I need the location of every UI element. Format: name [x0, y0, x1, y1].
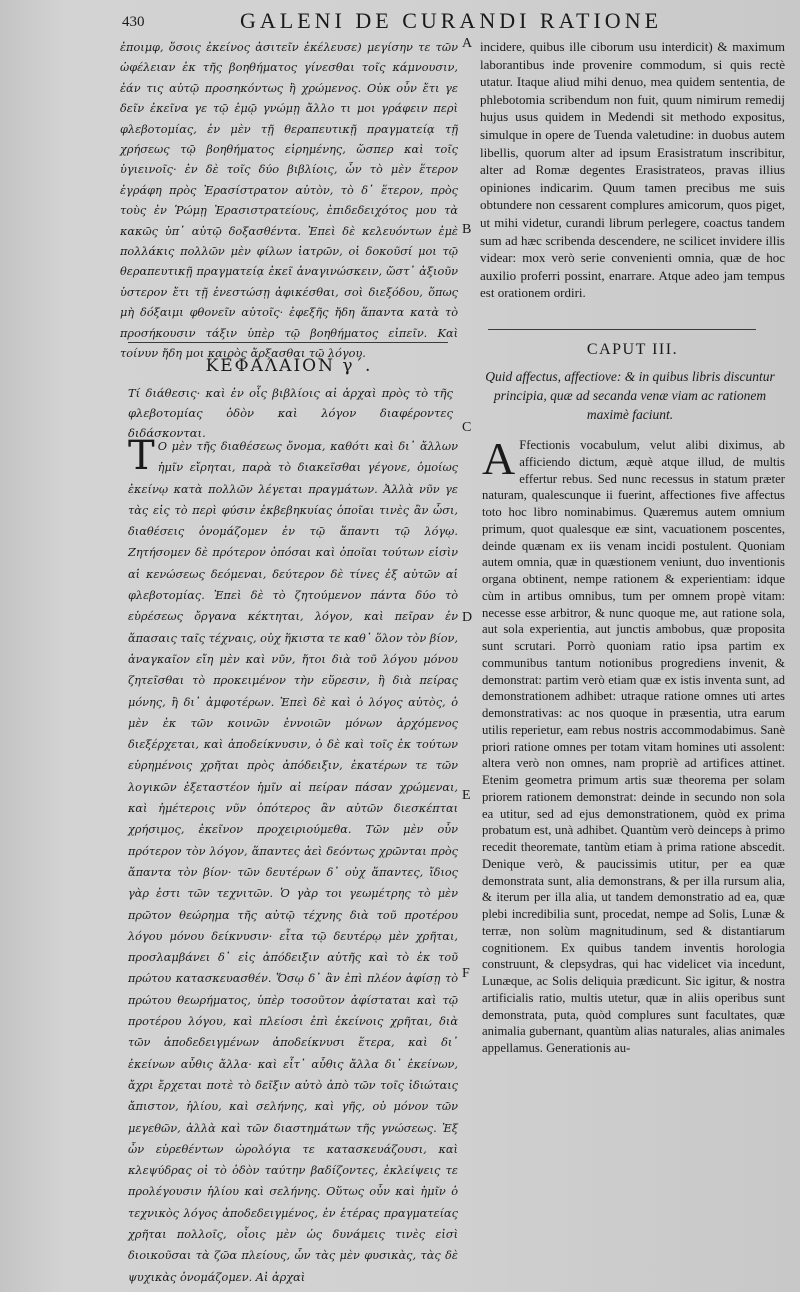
latin-top-text: incidere, quibus ille ciborum usu interdicit) & maximum laborantibus inde provenire commodum, si quis rectè utatur. Itaque aliud mihi denuo, mea quidem sententia, de phlebotomia scribendum non fuit, quum nimirum remedij hujus usus quidem in Medendi sit methodo expositus, simulque in opere de Tuenda valetudine: in duobus autem libellis, quorum alter ad ipsum Erasistratum inscribitur, alter ad Romæ degentes Erasistrateos, pravas illius opiniones indicarim. Quum tamen precibus me suis obtundere non cessarent complures amicorum, quos piget, ut mihi videtur, curandi librum perlegere, coactus tandem sum ad hæc scribenda descendere, ne scilicet invidere illis videar: mox verò serie convenienti omnia, quæ de hoc auxilio proferri possint, enarrare. Atque adeo jam tempus est orationem ordiri.: [480, 39, 785, 301]
page-number: 430: [122, 14, 145, 30]
greek-chapter-summary: Τί διάθεσις· καὶ ἐν οἷς βιβλίοις αἱ ἀρχαὶ πρὸς τὸ τῆς φλεβοτομίας ὁδὸν καὶ λόγον διαφέροντες διδάσκονται.: [128, 386, 453, 440]
greek-dropcap: Τ: [128, 433, 155, 479]
latin-top-block: [480, 38, 785, 338]
latin-chapter-heading: CAPUT III.: [586, 341, 679, 358]
latin-body-text: Ffectionis vocabulum, velut alibi diximus, ab afficiendo dictum, æquè atque illud, de multis effertur rebus. Sed nunc recessus in statum præter naturam, qualescunque ii fuerint, affectiones five affectus toto hoc libro nominabimus. Quæremus autem omnium primum, quot qualesque eæ sint, vacuationem poscentes, deinde quænam ex iis venam incidi postulent. Quoniam autem omnia, quæ in quæstionem veniunt, duo inventionis organa obtinent, nempe rationem & experientiam: idque cùm in artibus omnibus, tum per omnem propè vitam: necesse esse arbitror, & nunc quoque me, aut ratione sola, aut sola experientia, aut junctis ambobus, quæ proposita sunt scrutari. Porrò quoniam ratio ipsa partim ex communibus tantum notionibus progrediens invenit, & demonstrat: partim verò etiam quæ ex istis inventa sunt, ad demonstrationem adhibet: utraque ratione omnes uti artes demonstrativas: ac nos quoque in præsentia, utra earum utilis reperietur, eam rebus nostris accommodabimus. Sanè priori ratione omnes per totam vitam homines uti assolent: altera verò non omnes, nam propriè ad artifices attinet. Etenim geometra primum artis suæ theorema per solam priorem rationem demonstrat: deinde in secundo non sola ea utitur, sed ad ejus demonstrationem, quòd ex prima probatum est, unà adhibet. Quantùm verò deinceps à primo recedit theoremate, tantùm etiam à prima ratione abscedit. Denique verò, & paucissimis utitur, per ea quæ demonstrata sunt, alia demonstrans, & per illa rursum alia, & iterum per illa alia, ut tandem demonstratio ad ea, quæ plebi incredibilia sunt, procedat, nempe ad Solis, Lunæ & terræ, non solùm magnitudinum, sed & distantiarum cognitionem. Ex quibus tandem inventis horologia construunt, & clepsydras, qui hac videlicet via incedunt, Lunæque, ac Solis deliquia prædicunt. Sic igitur, & nostra artificialis ratio, multis utetur, quæ in aliis operibus sunt demonstrata, puta, quòd complures sunt facultates, quæ animalia gubernant, quantùm alias naturales, alias animales appellamus. Generationis au-: [482, 438, 785, 1055]
greek-chapter-heading: ΚΕΦΑΛΑΙΟΝ γ΄.: [205, 356, 373, 376]
latin-dropcap: A: [482, 433, 516, 484]
running-head: [110, 6, 790, 36]
latin-divider-rule: [488, 329, 756, 330]
greek-body: [128, 433, 459, 1284]
margin-letter-b: B: [462, 222, 472, 237]
running-title: GALENI DE CURANDI RATIONE: [240, 8, 663, 33]
greek-top-block: [120, 38, 458, 361]
greek-divider-rule: [128, 342, 448, 343]
margin-letter-c: C: [462, 420, 472, 435]
latin-chapter-summary: Quid affectus, affectiove: & in quibus libris discuntur principia, quæ ad secanda venæ viam ac rationem maximè faciunt.: [485, 369, 775, 422]
margin-letter-f: F: [462, 966, 470, 981]
greek-body-text: Ο μὲν τῆς διαθέσεως ὄνομα, καθότι καὶ δι᾽ ἄλλων ἡμῖν εἴρηται, παρὰ τὸ διακεῖσθαι γέγονε, ὁμοίως ἐκείνῳ κατὰ πολλῶν λέγεται πραγμάτων. Ἀλλὰ νῦν γε τὰς εἰς τὸ περὶ φύσιν ἐκβεβηκυίας ὁποῖαι τινὲς ἂν ὦσι, διαθέσεις ὀνομάζομεν ἐν τῷ ἅπαντι τῷ λόγῳ. Ζητήσομεν δὲ πρότερον ὁπόσαι καὶ ὁποῖαι τούτων εἰσὶν αἱ κενώσεως δεόμεναι, δεύτερον δὲ τίνες ἐξ αὐτῶν αἱ φλεβοτομίας. Ἐπεὶ δὲ τὸ ζητούμενον πάντα δύο τὸ εὑρέσεως ὄργανα κέκτηται, λόγον, καὶ πεῖραν ἐν ἅπασαις ταῖς τέχναις, οὐχ ἥκιστα τε καθ᾽ ὅλον τὸν βίον, ἀναγκαῖον εἴη μὲν καὶ νῦν, ἤτοι διὰ τοῦ λόγου μόνου ζητεῖσθαι τὸ προκειμένον τὴν εὕρεσιν, ἢ διὰ πείρας μόνης, ἢ δι᾽ ἀμφοτέρων. Ἐπεὶ δὲ καὶ ὁ λόγος αὐτὸς, ὁ μὲν ἐκ τῶν κοινῶν ἐννοιῶν μόνων ἀρχόμενος διεξέρχεται, καὶ ἀποδείκνυσιν, ὁ δὲ καὶ τοῖς ἐκ τούτων εὑρημένοις χρῆται πρὸς ἀπόδειξιν, ἑκατέρων τε τῶν λογικῶν ἐξεταστέον ἡμῖν αἱ πείραν πάσαν χρώμεναι, καὶ ἡμέτεροις νῦν ὁπότερος ἂν αὐτῶν διεσκέπται χρήσιμος, ἐκεῖνον προχειριούμεθα. Τῶν μὲν οὖν πρότερον τὸν λόγον, ἅπαντες ἀεὶ δεόντως χρῶνται πρὸς ἅπαντα τὸν βίον· τῶν δευτέρων δ᾽ οὐχ ἅπαντες, ἴδιος γὰρ ἐστι τῶν τεχνιτῶν. Ὁ γὰρ τοι γεωμέτρης τὸ μὲν πρῶτον θεώρημα τῆς αὐτῷ τέχνης διὰ τοῦ προτέρου λόγου μόνου δείκνυσιν· εἶτα τῷ δευτέρῳ μὲν χρῆται, προσλαμβάνει δ᾽ εἰς ἀπόδειξιν αὐτῆς καὶ τὸ ἐκ τοῦ πρώτου κατασκευασθέν. Ὅσῳ δ᾽ ἂν ἐπὶ πλέον ἀφίσῃ τὸ πρώτου θεωρήματος, ὑπὲρ τοσοῦτον ἀφίσταται καὶ τῷ προτέρου λόγου, καὶ πλείοσι ἐπὶ ἐκείνοις χρῆται, διὰ τῶν ἀποδεδειγμένων ἀποδείκνυσι ἕτερα, καὶ δι᾽ ἐκείνων αὖθις ἄλλα· καὶ εἶτ᾽ αὖθις ἄλλα δι᾽ ἐκείνων, ἄχρι ἔρχεται ποτὲ τὸ δεῖξιν αὐτὸ ἀπὸ τῶν τοῖς ἰδιώταις ἄπιστον, ἡλίου, καὶ σελήνης, καὶ γῆς, οὐ μόνον τῶν μεγεθῶν, ἀλλὰ καὶ τῶν διαστημάτων τῆς γνώσεως. Ἐξ ὧν εὑρεθέντων ὡρολόγια τε κατασκευάζουσι, καὶ κλεψύδρας οἱ τὸ ὁδὸν ταύτην βαδίζοντες, ἐκλείψεις τε προλέγουσιν ἡλίου καὶ σελήνης. Οὕτως οὖν καὶ ἡμῖν ὁ τεχνικὸς λόγος ἀποδεδειγμένος, ἐν ἑτέρας πραγματείας χρῆται πολλοῖς, οἷοις μὲν ὡς δυνάμεις τινὲς εἰσὶ διοικοῦσαι τὰ ζῶα πλείους, ὧν τὰς μὲν φυσικὰς, τὰς δὲ ψυχικὰς ὀνομάζομεν. Αἱ ἀρχαὶ: [128, 440, 459, 1284]
greek-top-text: ἐποιμφ, ὅσοις ἐκείνος ἀσιτεῖν ἐκέλευσε) μεγίσην τε τῶν ὠφέλειαν ἐκ τῆς βοηθήματος γίνεσθαι τοῖς κάμνουσιν, ἐάν τις αὐτῷ προσηκόντως ἢ χρώμενος. Οὐκ οὖν ἔτι γε δεῖν ἐκεῖνα γε τῷ ἐμῷ γνώμῃ ἄλλο τι μοι γράφειν περὶ φλεβοτομίας, ἐν μὲν τῇ θεραπευτικῇ πραγματείᾳ τῇ χρήσεως τῷ βοηθήματος εἰρημένης, ὥσπερ καὶ τοῖς ὑγιεινοῖς· ἐν δὲ τοῖς δύο βιβλίοις, ὧν τὸ μὲν ἕτερον ἐγράφη πρὸς Ἐρασίστρατον αὐτὸν, τὸ δ᾽ ἕτερον, πρὸς τοὺς ἐν Ῥώμῃ Ἐρασιστρατείους, ἐπιδεδειχότος μου τὰ κακῶς ὑπ᾽ αὐτῷ δοξασθέντα. Ἐπεὶ δὲ κελευόντων ἐμὲ πολλάκις πολλῶν μὲν φίλων ἰατρῶν, οἱ δοκοῦσί μοι τῷ θεραπευτικῇ πραγματείᾳ ἐκεῖ ἀναγινώσκειν, ὥστ᾽ ἀξιοῦν ὑστερον ἔτι τῇ ἐνεστώσῃ ἀφικέσθαι, σοὶ διεξόδου, ὅπως μὴ δόξαιμι φθονεῖν αὐτοῖς· ἐφεξῆς ἤδη ἅπαντα κατὰ τὸ προσήκουσιν τάξιν ὑπὲρ τῷ βοηθήματος εἰπεῖν. Καὶ τοίνυν ἤδη μοι καιρὸς ἄρξασθαι τῷ λόγου.: [120, 41, 458, 361]
margin-letter-d: D: [462, 610, 473, 625]
latin-body-paragraph: [482, 433, 785, 1057]
greek-body-paragraph: [128, 433, 459, 1288]
latin-body: [482, 433, 785, 1127]
margin-letter-a: A: [462, 36, 473, 51]
margin-letter-e: E: [462, 788, 471, 803]
